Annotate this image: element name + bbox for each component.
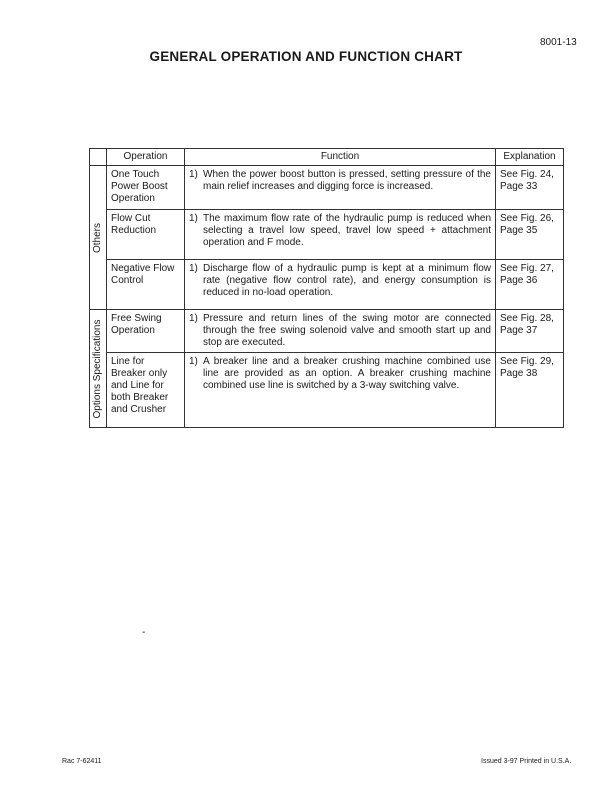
operation-cell: Line for Breaker only and Line for both Breaker and Crusher bbox=[107, 353, 185, 428]
function-cell bbox=[185, 310, 496, 353]
explanation-cell: See Fig. 24, Page 33 bbox=[496, 166, 564, 210]
page-number: 8001-13 bbox=[540, 37, 577, 48]
table-row bbox=[90, 310, 564, 353]
function-text: The maximum flow rate of the hydraulic pump is reduced when selecting a travel low speed, travel low speed + attachment operation and F mode. bbox=[203, 213, 491, 248]
function-cell bbox=[185, 210, 496, 260]
group-label-others: Others bbox=[92, 222, 103, 253]
page-title: GENERAL OPERATION AND FUNCTION CHART bbox=[149, 49, 463, 64]
column-header-function: Function bbox=[185, 149, 496, 166]
function-cell bbox=[185, 353, 496, 428]
table-row bbox=[90, 210, 564, 260]
function-text: When the power boost button is pressed, setting pressure of the main relief increases and digging force is increased. bbox=[203, 169, 491, 192]
column-header-operation: Operation bbox=[107, 149, 185, 166]
group-cell-others bbox=[90, 166, 107, 310]
explanation-cell: See Fig. 27, Page 36 bbox=[496, 260, 564, 310]
operation-cell: One Touch Power Boost Operation bbox=[107, 166, 185, 210]
function-number: 1) bbox=[189, 313, 198, 324]
function-chart-table bbox=[89, 148, 564, 428]
footer-issue-info: Issued 3-97 Printed in U.S.A. bbox=[481, 758, 572, 765]
function-number: 1) bbox=[189, 213, 198, 224]
operation-cell: Free Swing Operation bbox=[107, 310, 185, 353]
table-row bbox=[90, 166, 564, 210]
function-text: Pressure and return lines of the swing motor are connected through the free swing solenoid valve and smooth start up and stop are executed. bbox=[203, 313, 491, 348]
operation-cell: Flow Cut Reduction bbox=[107, 210, 185, 260]
explanation-cell: See Fig. 29, Page 38 bbox=[496, 353, 564, 428]
table-row bbox=[90, 353, 564, 428]
column-header-explanation: Explanation bbox=[496, 149, 564, 166]
stray-dash-mark: - bbox=[142, 627, 146, 638]
function-number: 1) bbox=[189, 169, 198, 180]
explanation-cell: See Fig. 26, Page 35 bbox=[496, 210, 564, 260]
footer-document-code: Rac 7-62411 bbox=[62, 758, 102, 765]
function-text: A breaker line and a breaker crushing machine combined use line are provided as an option. A breaker crushing machine combined use line is switched by a 3-way switching valve. bbox=[203, 356, 491, 391]
explanation-cell: See Fig. 28, Page 37 bbox=[496, 310, 564, 353]
function-cell bbox=[185, 260, 496, 310]
function-number: 1) bbox=[189, 263, 198, 274]
operation-cell: Negative Flow Control bbox=[107, 260, 185, 310]
group-header-cell bbox=[90, 149, 107, 166]
function-number: 1) bbox=[189, 356, 198, 367]
table-row bbox=[90, 260, 564, 310]
group-cell-options-specifications bbox=[90, 310, 107, 428]
table-header-row bbox=[90, 149, 564, 166]
group-label-options-specifications: Options Specifications bbox=[92, 319, 103, 418]
function-text: Discharge flow of a hydraulic pump is kept at a minimum flow rate (negative flow control rate), and energy consumption is reduced in no-load operation. bbox=[203, 263, 491, 298]
function-cell bbox=[185, 166, 496, 210]
